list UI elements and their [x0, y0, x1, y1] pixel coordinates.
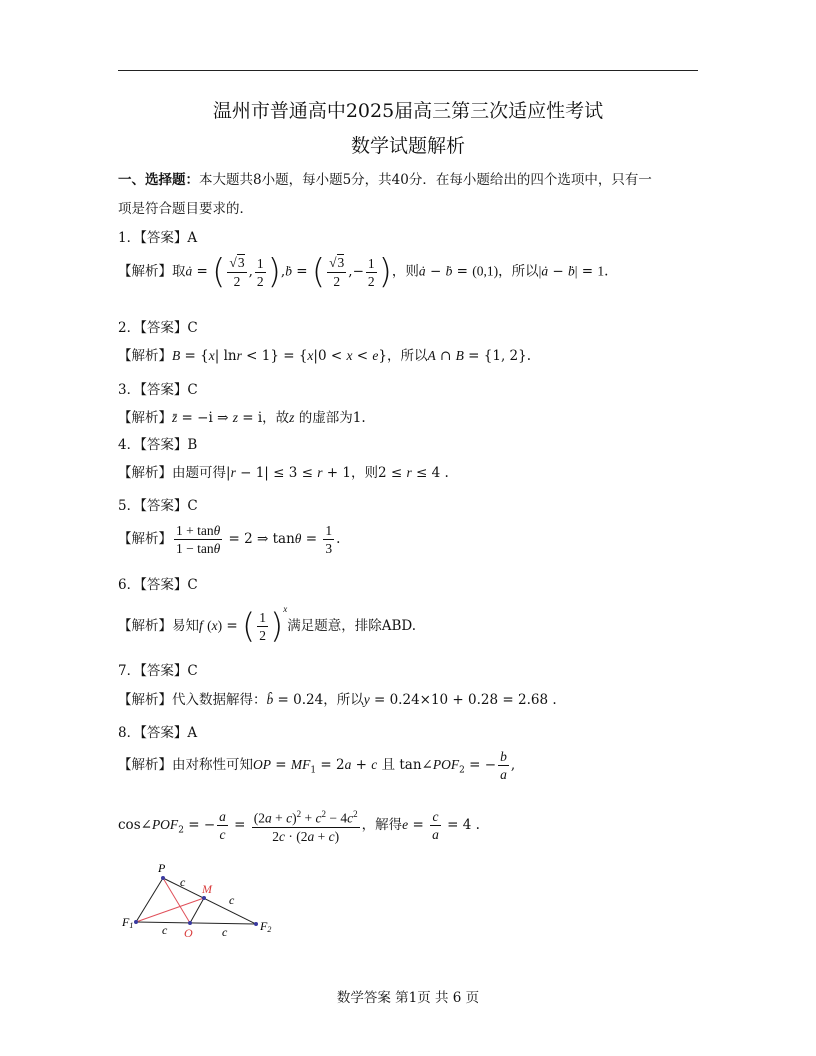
label-f1: F1 — [122, 915, 134, 930]
edge-f1-p — [136, 878, 163, 922]
analysis-4: 【解析】由题可得|r − 1| ≤ 3 ≤ r + 1，则2 ≤ r ≤ 4 . — [118, 465, 449, 481]
section-heading: 一、选择题： — [118, 172, 199, 188]
answer-1: 1．【答案】A — [118, 230, 198, 246]
segment-f1-m — [136, 898, 204, 922]
section-desc-1: 本大题共8小题，每小题5分，共40分．在每小题给出的四个选项中，只有一 — [199, 172, 652, 188]
answer-7: 7．【答案】C — [118, 663, 198, 679]
point-m — [202, 896, 206, 900]
answer-8: 8．【答案】A — [118, 725, 198, 741]
edge-f1-f2 — [136, 922, 256, 924]
analysis-6: 【解析】易知f (x) = ( $\frac{1}{2}$ )$^x$满足题意，排除ABD. — [118, 604, 417, 647]
analysis-5: 【解析】 $\frac{1 + \tan\theta}{1 - \tan\theta}$ = 2 ⇒ tanθ = $\frac{1}{3}$ . — [118, 523, 341, 556]
page-footer: 数学答案 第1页 共 6 页 — [336, 990, 480, 1006]
label-c-f1o: c — [162, 923, 168, 937]
point-o — [188, 921, 192, 925]
answer-5: 5．【答案】C — [118, 498, 198, 514]
answer-3: 3．【答案】C — [118, 382, 198, 398]
section-desc-2: 项是符合题目要求的． — [118, 201, 253, 217]
analysis-8-line1: 【解析】由对称性可知OP = $MF_1 = 2a + c$ 且 $\tan\angle POF_2$ = − $\frac{b}{a}$ , — [118, 749, 516, 782]
label-p: P — [158, 861, 166, 875]
label-c-pm: c — [180, 875, 186, 889]
answer-4: 4．【答案】B — [118, 437, 198, 453]
analysis-7: 【解析】代入数据解得：b̂ = 0.24，所以y = 0.24×10 + 0.28 = 2.68 . — [118, 692, 557, 708]
label-c-of2: c — [222, 925, 228, 939]
point-p — [161, 876, 165, 880]
top-rule — [118, 70, 698, 71]
point-f2 — [254, 922, 258, 926]
label-o: O — [184, 926, 193, 940]
answer-2: 2．【答案】C — [118, 320, 198, 336]
section-intro — [118, 170, 700, 190]
answer-6: 6．【答案】C — [118, 577, 198, 593]
analysis-8-line2: $\cos\angle POF_2$ = − $\frac{a}{c}$ = $\frac{(2a + c)^2 + c^2 - 4c^2}{2c \cdot (2a + c)}$ ，解得e = $\frac{c}{a}$ = 4 . — [118, 806, 480, 845]
label-c-mf2: c — [229, 893, 235, 907]
geometry-figure — [118, 856, 288, 940]
label-f2: F2 — [260, 919, 272, 934]
point-f1 — [134, 920, 138, 924]
label-m: M — [202, 882, 212, 896]
analysis-3: 【解析】z̄ = −i ⇒ z = i，故z 的虚部为1. — [118, 410, 366, 426]
page-subtitle: 数学试题解析 — [350, 135, 465, 157]
analysis-1: 【解析】取ȧ = ( $\frac{√3}{2}$ , $\frac{1}{2}$ ),ḃ = ( $\frac{√3}{2}$ ,− $\frac{1}{2}$ )，则ȧ − ḃ = (0,1)，所以|ȧ − ḃ| = 1. — [118, 252, 609, 292]
page-title: 温州市普通高中2025届高三第三次适应性考试 — [212, 100, 604, 122]
analysis-2: 【解析】B = {x| lnr < 1} = {x|0 < x < e}，所以A ∩ B = {1, 2}. — [118, 348, 531, 364]
